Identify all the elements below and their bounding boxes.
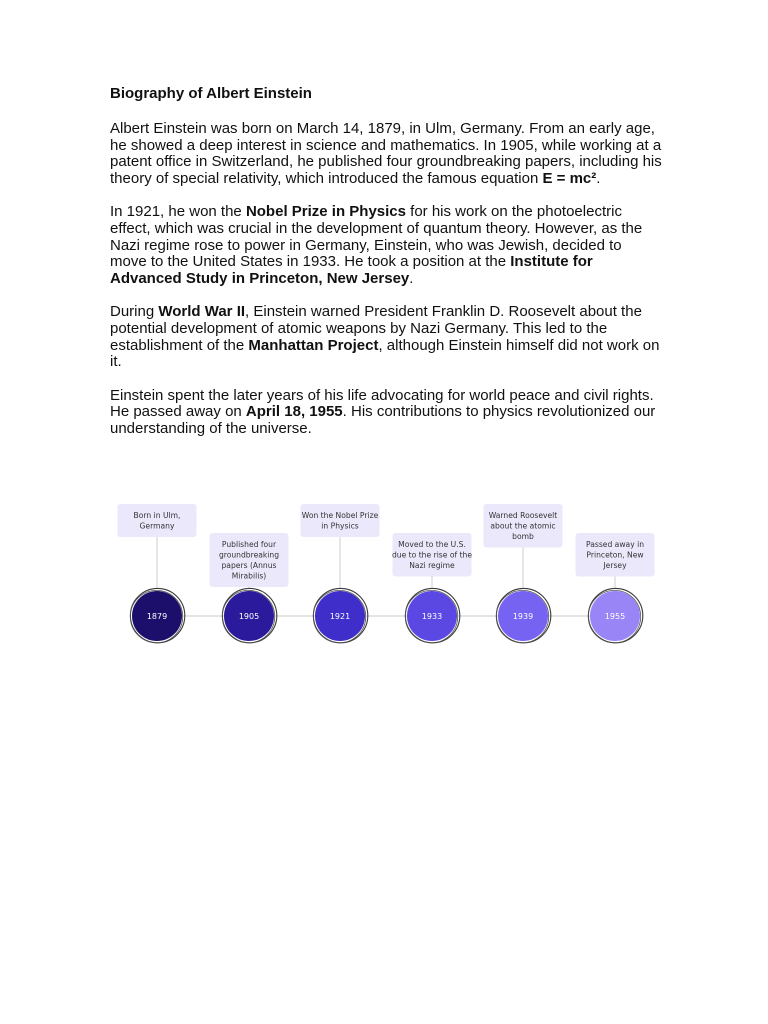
timeline-label-line: Nazi regime	[409, 561, 455, 570]
timeline-label-line: in Physics	[321, 521, 359, 531]
timeline-year-label: 1933	[421, 612, 443, 621]
timeline-label-line: groundbreaking	[218, 550, 280, 560]
timeline-label-line: due to the rise of the	[391, 550, 473, 560]
text-run: In 1921, he won the	[110, 203, 246, 221]
timeline-label-line: Won the Nobel Prize	[301, 511, 379, 520]
timeline-label-line: bomb	[512, 532, 534, 541]
timeline-label-line: Warned Roosevelt	[488, 511, 558, 520]
text-run: for his work on the photoelectric effect, which was crucial in the development of quantum theory. However, as the Nazi regime rose to power in Germany, Einstein, who was Jewish, decided to move to the United States in 1933. He took a position at the	[110, 203, 643, 271]
timeline-label-line: Moved to the U.S.	[398, 540, 466, 549]
timeline-label-line: Jersey	[603, 561, 627, 570]
bold-world-war-ii: World War II	[158, 303, 246, 321]
bold-nobel-prize: Nobel Prize in Physics	[245, 203, 406, 221]
text-run: .	[409, 269, 414, 287]
timeline-label-box	[118, 504, 197, 537]
text-run: During	[110, 303, 159, 321]
timeline-year-label: 1879	[146, 612, 168, 621]
text-run: Einstein spent the later years of his life advocating for world peace and civil rights. He passed away on	[110, 386, 654, 421]
timeline-label-line: Germany	[139, 521, 175, 531]
timeline-label-line: Passed away in	[585, 540, 645, 549]
timeline-label-box	[301, 504, 380, 537]
text-run: , Einstein warned President Franklin D. Roosevelt about the potential development of atomic weapons by Nazi Germany. This led to the establishment of the	[110, 303, 642, 354]
timeline-label-line: Princeton, New	[586, 550, 644, 560]
timeline-year-label: 1955	[604, 612, 626, 621]
timeline-label-line: papers (Annus	[221, 561, 277, 570]
timeline-event-label	[134, 511, 181, 531]
document-title: Biography of Albert Einstein	[110, 85, 312, 102]
timeline-year-label: 1939	[512, 612, 534, 621]
timeline-label-line: Mirabilis)	[231, 571, 267, 581]
timeline-label-line: Published four	[221, 540, 277, 549]
timeline-label-line: about the atomic	[490, 521, 556, 531]
text-run: , although Einstein himself did not work on it.	[110, 336, 660, 371]
text-run: Albert Einstein was born on March 14, 1879, in Ulm, Germany. From an early age, he showed a deep interest in science and mathematics. In 1905, while working at a patent office in Switzerland, he published four groundbreaking papers, including his theory of special relativity, which introduced the famous equation	[110, 120, 662, 187]
text-run: .	[596, 169, 601, 187]
bold-death-date: April 18, 1955	[245, 403, 343, 421]
timeline-label-line: Born in Ulm,	[133, 511, 181, 520]
bold-institute: Institute for Advanced Study in Princeton, New Jersey	[110, 253, 593, 287]
timeline-year-label: 1921	[329, 612, 351, 621]
text-run: . His contributions to physics revolutionized our understanding of the universe.	[110, 403, 656, 437]
bold-equation: E = mc²	[542, 169, 597, 187]
timeline-year-label: 1905	[238, 612, 260, 621]
bold-manhattan-project: Manhattan Project	[248, 336, 379, 354]
